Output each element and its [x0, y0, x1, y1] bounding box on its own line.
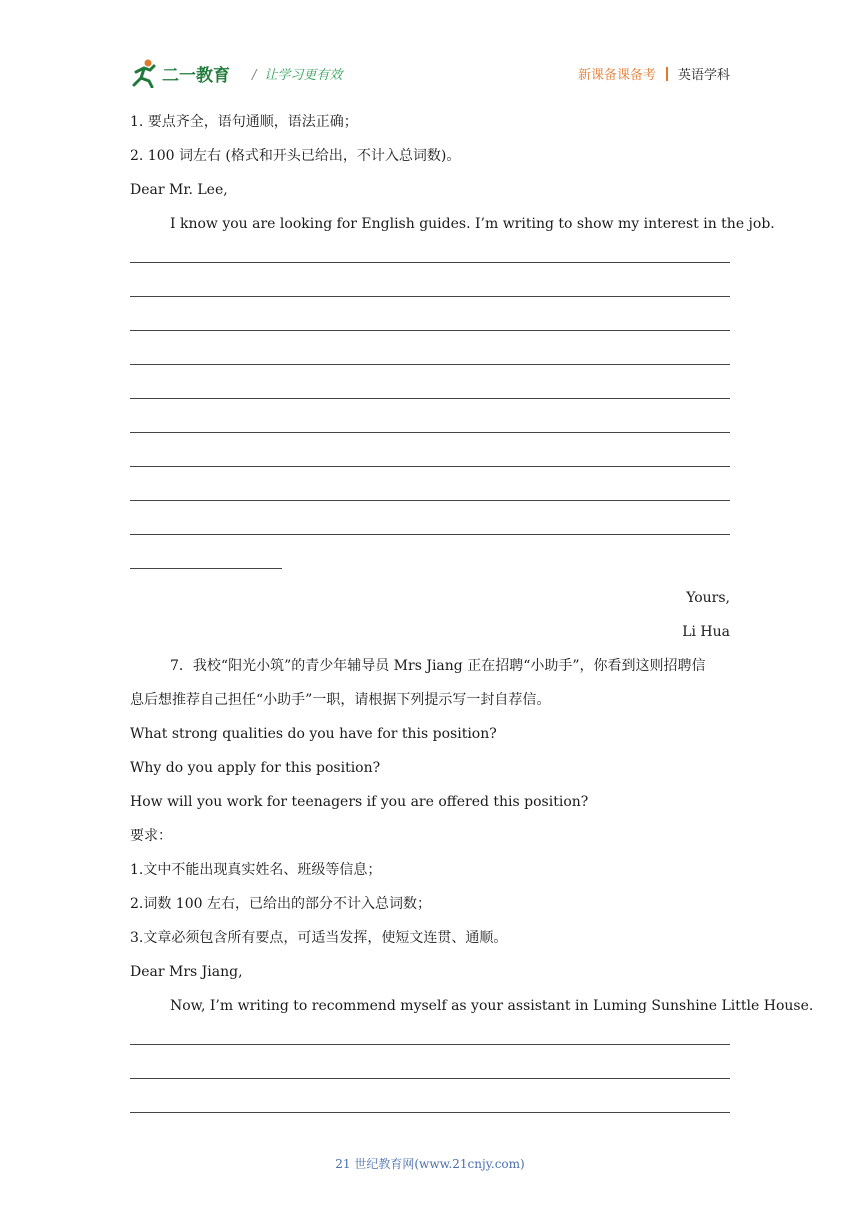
writing-line[interactable] [130, 518, 730, 552]
writing-line-short[interactable] [130, 552, 730, 586]
rule-1: 1.文中不能出现真实姓名、班级等信息； [130, 862, 382, 878]
course-label: 新课备课备考 [577, 68, 656, 83]
question-7-line-1: 7．我校“阳光小筑”的青少年辅导员 Mrs Jiang 正在招聘“小助手”，你看到这则招聘信 [170, 658, 706, 674]
subject-label: 英语学科 [677, 68, 730, 83]
question-7-line-2: 息后想推荐自己担任“小助手”一职，请根据下列提示写一封自荐信。 [130, 692, 551, 708]
slogan-separator: / [252, 68, 257, 83]
slogan-text: 让学习更有效 [264, 68, 343, 83]
writing-line[interactable] [130, 416, 730, 450]
logo [130, 56, 230, 90]
writing-line[interactable] [130, 348, 730, 382]
letter-opening-2: Now, I’m writing to recommend myself as your assistant in Luming Sunshine Little House. [170, 998, 814, 1014]
runner-logo-icon [130, 58, 158, 88]
prompt-1: What strong qualities do you have for this position? [130, 726, 497, 742]
header-divider [666, 67, 668, 81]
writing-line[interactable] [130, 450, 730, 484]
page-footer: 21 世纪教育网(www.21cnjy.com) [335, 1157, 525, 1171]
requirement-1: 1. 要点齐全，语句通顺，语法正确； [130, 114, 358, 130]
writing-line[interactable] [130, 1096, 730, 1130]
rule-3: 3.文章必须包含所有要点，可适当发挥，使短文连贯、通顺。 [130, 930, 508, 946]
logo-text: 二一教育 [162, 65, 230, 86]
writing-line[interactable] [130, 280, 730, 314]
letter-greeting: Dear Mr. Lee, [130, 182, 228, 198]
page-header [130, 56, 730, 90]
writing-line[interactable] [130, 484, 730, 518]
letter-signature: Li Hua [682, 624, 730, 640]
writing-line[interactable] [130, 246, 730, 280]
writing-line[interactable] [130, 382, 730, 416]
letter-closing: Yours, [686, 590, 730, 606]
requirements-label: 要求： [130, 828, 172, 844]
worksheet-body [130, 110, 814, 1130]
writing-line[interactable] [130, 1028, 730, 1062]
rule-2: 2.词数 100 左右，已给出的部分不计入总词数； [130, 896, 431, 912]
writing-line[interactable] [130, 1062, 730, 1096]
writing-line[interactable] [130, 314, 730, 348]
course-info [578, 64, 730, 83]
requirement-2: 2. 100 词左右 (格式和开头已给出，不计入总词数)。 [130, 148, 461, 164]
prompt-2: Why do you apply for this position? [130, 760, 381, 776]
letter-opening: I know you are looking for English guides. I’m writing to show my interest in the job. [170, 216, 775, 232]
letter-greeting-2: Dear Mrs Jiang, [130, 964, 243, 980]
slogan [252, 64, 342, 83]
prompt-3: How will you work for teenagers if you are offered this position? [130, 794, 589, 810]
